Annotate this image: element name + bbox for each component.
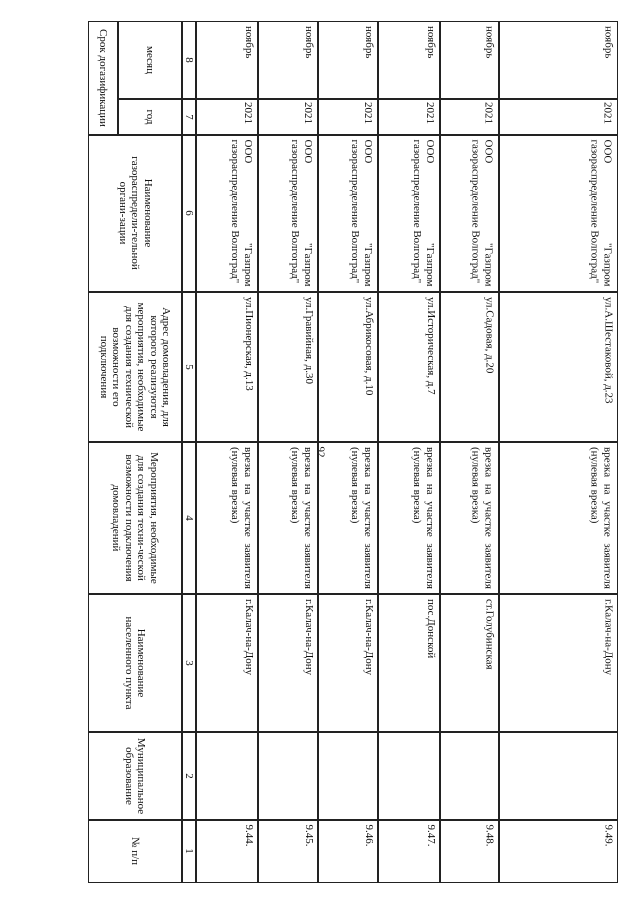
header-address (88, 292, 182, 442)
table-row-3-address (318, 292, 378, 442)
table-row-6-org (499, 135, 618, 292)
row-3-month-label: ноябрь (362, 25, 375, 58)
header-mo-text (88, 732, 182, 820)
row-3-place (318, 594, 378, 732)
table-row-2-measure (258, 442, 318, 594)
row-2-month (258, 21, 318, 99)
header-deadline-text-label: Срок догазификации (96, 28, 109, 127)
row-6-org-label: ООО "Газпром газораспределение Волгоград" (589, 139, 614, 287)
row-4-address-label: ул.Историческая, д.7 (424, 296, 437, 395)
row-1-measure-label: врезка на участке заявителя (нулевая врезка) (229, 446, 254, 589)
row-5-mo (440, 732, 499, 820)
row-1-n (196, 820, 258, 883)
table-row-5-mo (440, 732, 499, 820)
header-place-text-label: Наименование населенного пункта (122, 615, 147, 710)
row-3-org-label: ООО "Газпром газораспределение Волгоград" (349, 139, 374, 287)
table-row-1-mo (196, 732, 258, 820)
row-4-month-label: ноябрь (424, 25, 437, 58)
header-place-text (88, 594, 182, 732)
row-5-year-label: 2021 (482, 101, 495, 124)
row-5-place-label: ст.Голубинская (483, 598, 496, 670)
header-address-text (88, 292, 182, 442)
row-6-place-label: г.Калач-на-Дону (602, 598, 615, 675)
row-3-address (318, 292, 378, 442)
table-row-4-month (378, 21, 440, 99)
row-6-n (499, 820, 618, 883)
row-4-n-label: 9.47. (424, 824, 437, 847)
row-6-place (499, 594, 618, 732)
column-number-7-text (182, 99, 196, 135)
column-number-8 (182, 21, 196, 99)
table-row-3-n (318, 820, 378, 883)
row-2-place (258, 594, 318, 732)
row-5-month (440, 21, 499, 99)
table-row-2-month (258, 21, 318, 99)
table-row-3-mo (318, 732, 378, 820)
row-1-n-label: 9.44. (242, 824, 255, 847)
table-row-1-measure (196, 442, 258, 594)
row-3-month (318, 21, 378, 99)
header-n-text (88, 820, 182, 883)
row-1-year-label: 2021 (241, 101, 254, 124)
row-3-address-label: ул.Абрикосовая, д.10 (362, 296, 375, 395)
table-row-4-measure (378, 442, 440, 594)
header-deadline (88, 21, 118, 135)
header-measure-text-label: Мероприятия, необходимые для создания техни-ческой возможности подключения домовладений (110, 451, 160, 584)
row-1-year (196, 99, 258, 135)
column-number-6-text-label: 6 (182, 210, 195, 216)
table-row-1-n (196, 820, 258, 883)
table-row-3-measure (318, 442, 378, 594)
row-5-measure-label: врезка на участке заявителя (нулевая врезка) (470, 446, 495, 589)
row-3-n (318, 820, 378, 883)
column-number-3-text (182, 594, 196, 732)
table-row-5-org (440, 135, 499, 292)
column-number-4-text-label: 4 (182, 514, 195, 521)
row-4-org (378, 135, 440, 292)
row-5-org (440, 135, 499, 292)
table-row-2-place (258, 594, 318, 732)
row-6-year-label: 2021 (601, 101, 614, 124)
row-2-address (258, 292, 318, 442)
row-5-n (440, 820, 499, 883)
row-1-place-label: г.Калач-на-Дону (242, 598, 255, 675)
row-5-place (440, 594, 499, 732)
header-year-text (118, 99, 182, 135)
row-3-org (318, 135, 378, 292)
table-row-4-org (378, 135, 440, 292)
table-row-4-place (378, 594, 440, 732)
row-3-year (318, 99, 378, 135)
header-n-text-label: № п/п (128, 836, 141, 866)
header-mo-text-label: Муниципальное образование (122, 737, 147, 814)
table-row-5-month (440, 21, 499, 99)
column-number-1-text (182, 820, 196, 883)
row-4-measure (378, 442, 440, 594)
header-year-text-label: год (143, 108, 156, 125)
header-month-text (118, 21, 182, 99)
row-6-org (499, 135, 618, 292)
row-2-year (258, 99, 318, 135)
table-row-5-n (440, 820, 499, 883)
table-row-2-mo (258, 732, 318, 820)
row-4-address (378, 292, 440, 442)
row-5-n-label: 9.48. (483, 824, 496, 847)
column-number-8-text (182, 21, 196, 99)
table-row-3-month (318, 21, 378, 99)
row-2-mo (258, 732, 318, 820)
table-row-1-address (196, 292, 258, 442)
row-6-measure (499, 442, 618, 594)
row-6-address-label: ул.А.Шестаковой, д.23 (602, 296, 615, 404)
column-number-7-text-label: 7 (182, 113, 195, 120)
row-3-place-label: г.Калач-на-Дону (362, 598, 375, 675)
row-1-place (196, 594, 258, 732)
row-6-mo (499, 732, 618, 820)
row-6-measure-label: врезка на участке заявителя (нулевая врезка) (589, 446, 614, 589)
table-row-6-place (499, 594, 618, 732)
row-4-place-label: пос.Донской (424, 598, 437, 658)
table-row-1-year (196, 99, 258, 135)
row-2-org (258, 135, 318, 292)
column-number-2-text (182, 732, 196, 820)
row-1-address-label: ул.Пионерская, д.13 (242, 296, 255, 391)
row-1-measure (196, 442, 258, 594)
column-number-4 (182, 442, 196, 594)
table-row-3-place (318, 594, 378, 732)
row-6-n-label: 9.49. (602, 824, 615, 847)
table-row-2-year (258, 99, 318, 135)
row-1-mo (196, 732, 258, 820)
column-number-6-text (182, 135, 196, 292)
table-row-6-measure (499, 442, 618, 594)
column-number-2 (182, 732, 196, 820)
row-6-address (499, 292, 618, 442)
row-4-year-label: 2021 (423, 101, 436, 124)
table-row-1-place (196, 594, 258, 732)
header-mo (88, 732, 182, 820)
table-row-2-address (258, 292, 318, 442)
row-6-month-label: ноябрь (602, 25, 615, 58)
row-4-place (378, 594, 440, 732)
row-1-org (196, 135, 258, 292)
row-1-org-label: ООО "Газпром газораспределение Волгоград" (229, 139, 254, 287)
column-number-6 (182, 135, 196, 292)
row-2-address-label: ул.Гравийная, д.30 (302, 296, 315, 384)
table-row-5-year (440, 99, 499, 135)
row-2-place-label: г.Калач-на-Дону (302, 598, 315, 675)
row-4-n (378, 820, 440, 883)
column-number-1-text-label: 1 (182, 848, 195, 854)
row-1-month (196, 21, 258, 99)
row-1-address (196, 292, 258, 442)
row-4-mo (378, 732, 440, 820)
row-5-org-label: ООО "Газпром газораспределение Волгоград" (470, 139, 495, 287)
table-row-4-address (378, 292, 440, 442)
header-org-text-label: Наименование газораспредели-тельной органи-зации (116, 156, 154, 270)
table-row-4-mo (378, 732, 440, 820)
row-6-month (499, 21, 618, 99)
row-2-n-label: 9.45. (302, 824, 315, 847)
table-row-4-n (378, 820, 440, 883)
row-6-year (499, 99, 618, 135)
table-row-1-org (196, 135, 258, 292)
row-5-address (440, 292, 499, 442)
header-deadline-text (88, 21, 118, 135)
row-5-measure (440, 442, 499, 594)
table-row-5-address (440, 292, 499, 442)
table-row-4-year (378, 99, 440, 135)
row-4-year (378, 99, 440, 135)
column-number-5-text (182, 292, 196, 442)
row-2-measure-label: врезка на участке заявителя (нулевая врезка) (289, 446, 314, 589)
header-n (88, 820, 182, 883)
header-measure-text (88, 442, 182, 594)
column-number-5 (182, 292, 196, 442)
header-org (88, 135, 182, 292)
table-row-2-org (258, 135, 318, 292)
header-address-text-label: Адрес домовладения, для которого реализуются мероприятия, необходимые для создания технической возможности его подключения (97, 302, 172, 431)
row-3-measure-label: врезка на участке заявителя (нулевая врезка) (349, 446, 374, 589)
header-measure (88, 442, 182, 594)
column-number-1 (182, 820, 196, 883)
row-2-n (258, 820, 318, 883)
header-month-text-label: месяц (143, 45, 156, 74)
table-row-3-org (318, 135, 378, 292)
column-number-2-text-label: 2 (182, 772, 195, 779)
row-5-month-label: ноябрь (483, 25, 496, 58)
row-4-month (378, 21, 440, 99)
row-3-year-label: 2021 (361, 101, 374, 124)
column-number-3 (182, 594, 196, 732)
row-5-year (440, 99, 499, 135)
header-month (118, 21, 182, 99)
table-row-6-mo (499, 732, 618, 820)
table-row-5-measure (440, 442, 499, 594)
row-1-month-label: ноябрь (242, 25, 255, 58)
table-row-6-address (499, 292, 618, 442)
row-3-mo (318, 732, 378, 820)
column-number-8-text-label: 8 (182, 56, 195, 63)
column-number-5-text-label: 5 (182, 363, 195, 370)
row-3-n-label: 9.46. (362, 824, 375, 847)
column-number-4-text (182, 442, 196, 594)
header-year (118, 99, 182, 135)
header-org-text (88, 135, 182, 292)
table-row-6-n (499, 820, 618, 883)
table-row-1-month (196, 21, 258, 99)
table-row-2-n (258, 820, 318, 883)
column-number-7 (182, 99, 196, 135)
row-4-org-label: ООО "Газпром газораспределение Волгоград" (411, 139, 436, 287)
header-place (88, 594, 182, 732)
table-row-6-year (499, 99, 618, 135)
row-2-year-label: 2021 (301, 101, 314, 124)
table-row-3-year (318, 99, 378, 135)
row-2-org-label: ООО "Газпром газораспределение Волгоград" (289, 139, 314, 287)
table-row-6-month (499, 21, 618, 99)
row-2-measure (258, 442, 318, 594)
row-4-measure-label: врезка на участке заявителя (нулевая врезка) (411, 446, 436, 589)
row-2-month-label: ноябрь (302, 25, 315, 58)
table-row-5-place (440, 594, 499, 732)
column-number-3-text-label: 3 (182, 659, 195, 666)
page-number: 92 (314, 446, 326, 458)
row-5-address-label: ул.Садовая, д.20 (483, 296, 496, 373)
row-3-measure (318, 442, 378, 594)
